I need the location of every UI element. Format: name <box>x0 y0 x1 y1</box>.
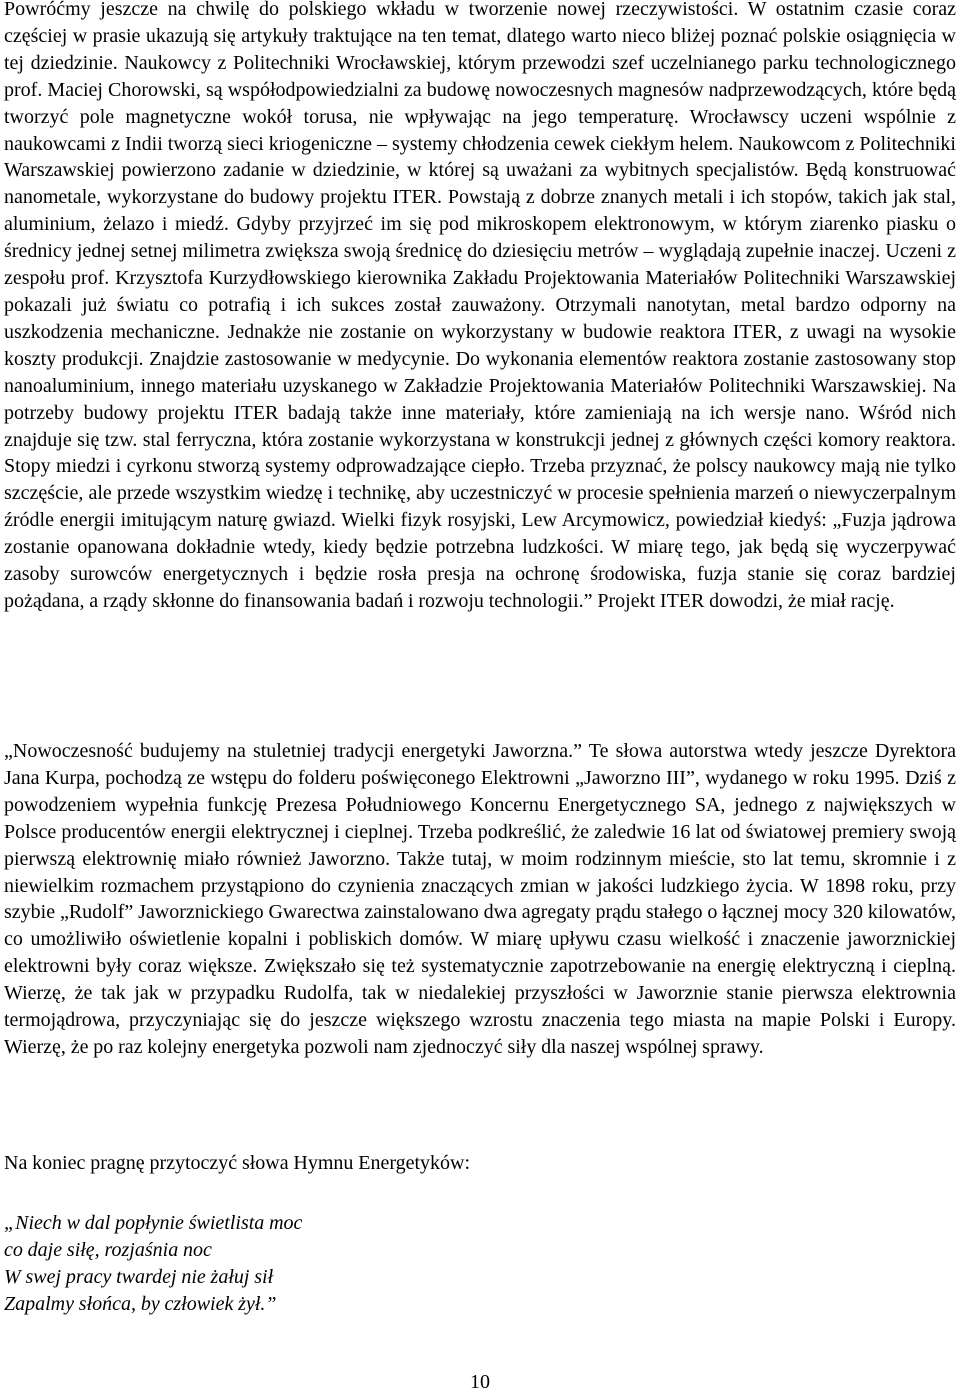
hymn-line-1: „Niech w dal popłynie świetlista moc <box>4 1212 303 1234</box>
hymn-line-3: W swej pracy twardej nie żałuj sił <box>4 1265 274 1288</box>
paragraph-jaworzno-energy: „Nowoczesność budujemy na stuletniej tradycji energetyki Jaworzna.” Te słowa autorstwa wtedy jeszcze Dyrektora Jana Kurpa, pochodzą ze wstępu do folderu poświęconego Elektrowni „Jaworzno III”, wydanego w roku 1995. Dziś z powodzeniem wypełnia funkcję Prezesa Południowego Koncernu Energetycznego SA, jednego z największych w Polsce producentów energii elektrycznej i cieplnej. Trzeba podkreślić, że zaledwie 16 lat od światowej premiery swoją pierwszą elektrownię miało również Jaworzno. Także tutaj, w moim rodzinnym mieście, sto lat temu, skromnie i z niewielkim rozmachem przystąpiono do czynienia znaczących zmian w jakości ludzkiego życia. W 1898 roku, przy szybie „Rudolf” Jaworznickiego Gwarectwa zainstalowano dwa agregaty prądu stałego o łącznej mocy 320 kilowatów, co umożliwiło oświetlenie kopalni i pobliskich domów. W miarę upływu czasu wielkość i znaczenie jaworznickiej elektrowni były coraz większe. Zwiększało się też systematycznie zapotrzebowanie na energię elektryczną i cieplną. Wierzę, że tak jak w przypadku Rudolfa, tak w niedalekiej przyszłości w Jaworznie stanie pierwsza elektrownia termojądrowa, przyczyniając się do jeszcze większego wzrostu znaczenia tego miasta na mapie Polski i Europy. Wierzę, że po raz kolejny energetyka pozwoli nam zjednoczyć siły dla naszej wspólnej sprawy. <box>4 740 956 1058</box>
paragraph-polish-contribution: Powróćmy jeszcze na chwilę do polskiego wkładu w tworzenie nowej rzeczywistości. W ostatnim czasie coraz częściej w prasie ukazują się artykuły traktujące na ten temat, dlatego warto nieco bliżej poznać polskie osiągnięcia w tej dziedzinie. Naukowcy z Politechniki Wrocławskiej, którym przewodzi szef uczelnianego parku technologicznego prof. Maciej Chorowski, są współodpowiedzialni za budowę nowoczesnych magnesów nadprzewodzących, które będą tworzyć pole magnetyczne wokół torusa, nie wpływając na jego temperaturę. Wrocławscy uczeni wspólnie z naukowcami z Indii tworzą sieci kriogeniczne – systemy chłodzenia cewek ciekłym helem. Naukowcom z Politechniki Warszawskiej powierzono zadanie w dziedzinie, w której są uważani za wybitnych specjalistów. Będą konstruować nanometale, wykorzystane do budowy projektu ITER. Powstają z dobrze znanych metali i ich stopów, takich jak stal, aluminium, żelazo i miedź. Gdyby przyjrzeć im się pod mikroskopem elektronowym, w którym ziarenko piasku o średnicy jednej setnej milimetra zwiększa swoją średnicę do dziesięciu metrów – wyglądają zupełnie inaczej. Uczeni z zespołu prof. Krzysztofa Kurzydłowskiego kierownika Zakładu Projektowania Materiałów Politechniki Warszawskiej pokazali już światu co potrafią i ich sukces został zauważony. Otrzymali nanotytan, metal bardzo odporny na uszkodzenia mechaniczne. Jednakże nie zostanie on wykorzystany w budowie reaktora ITER, z uwagi na wysokie koszty produkcji. Znajdzie zastosowanie w medycynie. Do wykonania elementów reaktora zostanie zastosowany stop nanoaluminium, innego materiału uzyskanego w Zakładzie Projektowania Materiałów Politechniki Warszawskiej. Na potrzeby budowy projektu ITER badają także inne materiały, które zamieniają na ich wersje nano. Wśród nich znajduje się tzw. stal ferryczna, która zostanie wykorzystana w konstrukcji jednej z głównych części komory reaktora. Stopy miedzi i cyrkonu stworzą systemy odprowadzające ciepło. Trzeba przyznać, że polscy naukowcy mają nie tylko szczęście, ale przede wszystkim wiedzę i technikę, aby uczestniczyć w procesie spełnienia marzeń o niewyczerpalnym źródle energii imitującym naturę gwiazd. Wielki fizyk rosyjski, Lew Arcymowicz, powiedział kiedyś: „Fuzja jądrowa zostanie opanowana dokładnie wtedy, kiedy będzie potrzebna ludzkości. W miarę tego, jak będą się wyczerpywać zasoby surowców energetycznych i będzie rosła presja na ochronę środowiska, fuzja stanie się coraz bardziej pożądana, a rządy skłonne do finansowania badań i rozwoju technologii.” Projekt ITER dowodzi, że miał rację. <box>4 0 956 612</box>
paragraph-hymn-intro: Na koniec pragnę przytoczyć słowa Hymnu Energetyków: <box>4 1152 471 1174</box>
page-number: 10 <box>470 1371 490 1393</box>
hymn-quote <box>4 1210 956 1318</box>
hymn-line-2: co daje siłę, rozjaśnia noc <box>4 1238 212 1261</box>
hymn-line-4: Zapalmy słońca, by człowiek żył.” <box>4 1292 277 1315</box>
